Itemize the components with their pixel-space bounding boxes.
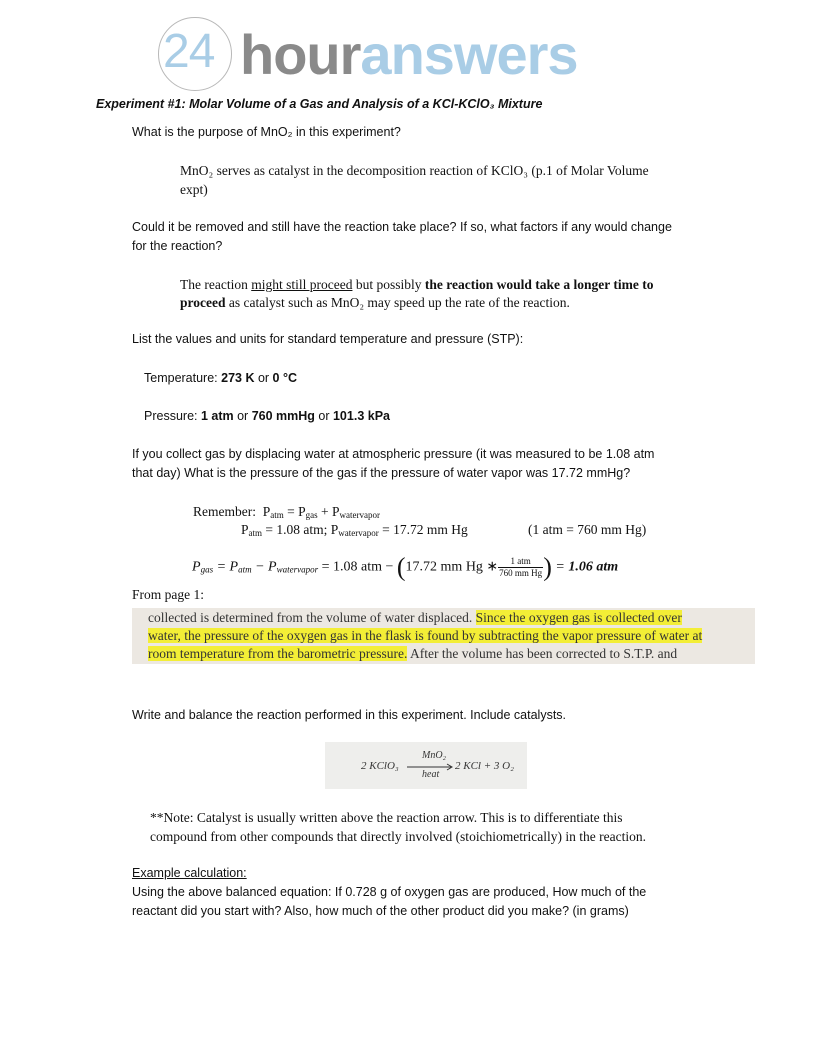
excerpt-text: collected is determined from the volume of water displaced.: [148, 610, 476, 625]
example-heading: [132, 864, 247, 883]
pressure-formula: $P_{gas} = P_{atm} - P_{watervapor} = 1.08$ atm − (17.72 mm Hg ∗ $\frac{\text{1 atm}}{\text{760 mm Hg}}$ ) = 1.06 atm: [192, 552, 619, 582]
excerpt-text: After the volume has been corrected to S.T.P. and: [407, 646, 678, 661]
answer-bold: the reaction would take a longer time to: [424, 277, 654, 292]
temperature-value-k: 273 K: [221, 371, 255, 385]
excerpt-line2: [148, 627, 702, 645]
catalyst-note-line2: compound from other compounds that directly involved (stoichiometrically) in the reaction.: [150, 829, 646, 844]
logo-word-answers: answers: [360, 23, 578, 86]
vapor-value: = 17.72 mm Hg: [378, 522, 468, 537]
question-mno2-purpose: What is the purpose of MnO₂ in this experiment?: [132, 125, 401, 139]
question-removal-line2: for the reaction?: [132, 239, 223, 253]
reaction-catalyst: MnO₂: [422, 750, 447, 761]
or-text: or: [233, 409, 252, 423]
question-gas-pressure-line2: that day) What is the pressure of the gas if the pressure of water vapor was 17.72 mmHg?: [132, 466, 631, 480]
excerpt-highlight: room temperature from the barometric pressure.: [148, 646, 408, 661]
question-gas-pressure-line1: If you collect gas by displacing water at atmospheric pressure (it was measured to be 1.08 atm: [132, 447, 655, 461]
answer-bold: proceed: [180, 295, 226, 310]
stp-temperature: [144, 369, 297, 388]
answer-removal-line1: [180, 275, 653, 294]
paren-close: ): [543, 552, 552, 582]
remember-equation: Remember: $P_{atm} = P_{gas} + P_{watervapor}$: [193, 504, 380, 520]
or-text: or: [314, 409, 333, 423]
reaction-heat: heat: [422, 769, 440, 780]
reaction-equation: [325, 742, 527, 789]
example-line1: Using the above balanced equation: If 0.728 g of oxygen gas are produced, How much of the: [132, 885, 647, 899]
paren-open: (: [396, 552, 406, 582]
answer-text: The reaction: [180, 277, 252, 292]
reaction-products: 2 KCl + 3 O₂: [455, 760, 514, 772]
temperature-label: Temperature:: [144, 371, 222, 385]
or-text: or: [254, 371, 273, 385]
stp-pressure: [144, 407, 390, 426]
unit-conversion: (1 atm = 760 mm Hg): [528, 522, 647, 537]
fraction-numerator: 1 atm: [498, 556, 543, 568]
atm-value: = 1.08 atm;: [262, 522, 328, 537]
example-line2: reactant did you start with? Also, how much of the other product did you make? (in grams): [132, 904, 629, 918]
pressure-value-atm: 1 atm: [200, 409, 234, 423]
pressure-value-mmhg: 760 mmHg: [251, 409, 315, 423]
pressure-label: Pressure:: [144, 409, 201, 423]
given-values: $P_{atm} = 1.08$ atm; $P_{watervapor} = 17.72$ mm Hg: [241, 522, 468, 538]
formula-paren-content: 17.72 mm Hg ∗: [405, 559, 499, 575]
answer-underlined: might still proceed: [251, 277, 353, 292]
answer-removal-line2: [180, 293, 570, 312]
conversion-fraction: [498, 556, 543, 579]
answer-text: as catalyst such as MnO₂ may speed up the rate of the reaction.: [225, 295, 570, 310]
page-title: Experiment #1: Molar Volume of a Gas and Analysis of a KCl-KClO₃ Mixture: [96, 97, 543, 111]
excerpt-highlight: water, the pressure of the oxygen gas in the flask is found by subtracting the vapor pressure of water at: [148, 628, 703, 643]
excerpt-highlight: Since the oxygen gas is collected over: [475, 610, 682, 625]
pressure-value-kpa: 101.3 kPa: [332, 409, 390, 423]
logo-word-hour: hour: [240, 23, 361, 86]
logo-wordmark: [240, 20, 578, 90]
answer-mno2-line2: expt): [180, 182, 208, 197]
catalyst-note-line1: **Note: Catalyst is usually written above the reaction arrow. This is to differentiate this: [150, 810, 623, 825]
reaction-reactant: 2 KClO₃: [361, 760, 399, 772]
remember-label: Remember:: [193, 504, 256, 519]
temperature-value-c: 0 °C: [272, 371, 297, 385]
excerpt-line1: [148, 609, 682, 627]
answer-mno2-line1: MnO₂ serves as catalyst in the decomposition reaction of KClO₃ (p.1 of Molar Volume: [180, 163, 649, 178]
question-balance-reaction: Write and balance the reaction performed in this experiment. Include catalysts.: [132, 708, 567, 722]
example-heading-text: Example calculation:: [132, 866, 247, 880]
logo-number: 24: [163, 25, 215, 78]
question-removal-line1: Could it be removed and still have the reaction take place? If so, what factors if any would change: [132, 220, 672, 234]
fraction-denominator: 760 mm Hg: [499, 568, 543, 578]
question-stp: List the values and units for standard temperature and pressure (STP):: [132, 332, 524, 346]
pressure-result: 1.06 atm: [568, 559, 619, 575]
formula-middle: = 1.08 atm −: [318, 559, 397, 575]
textbook-excerpt: [132, 608, 755, 664]
excerpt-line3: [148, 645, 677, 663]
answer-text: but possibly: [352, 277, 425, 292]
from-page-label: From page 1:: [132, 587, 204, 602]
